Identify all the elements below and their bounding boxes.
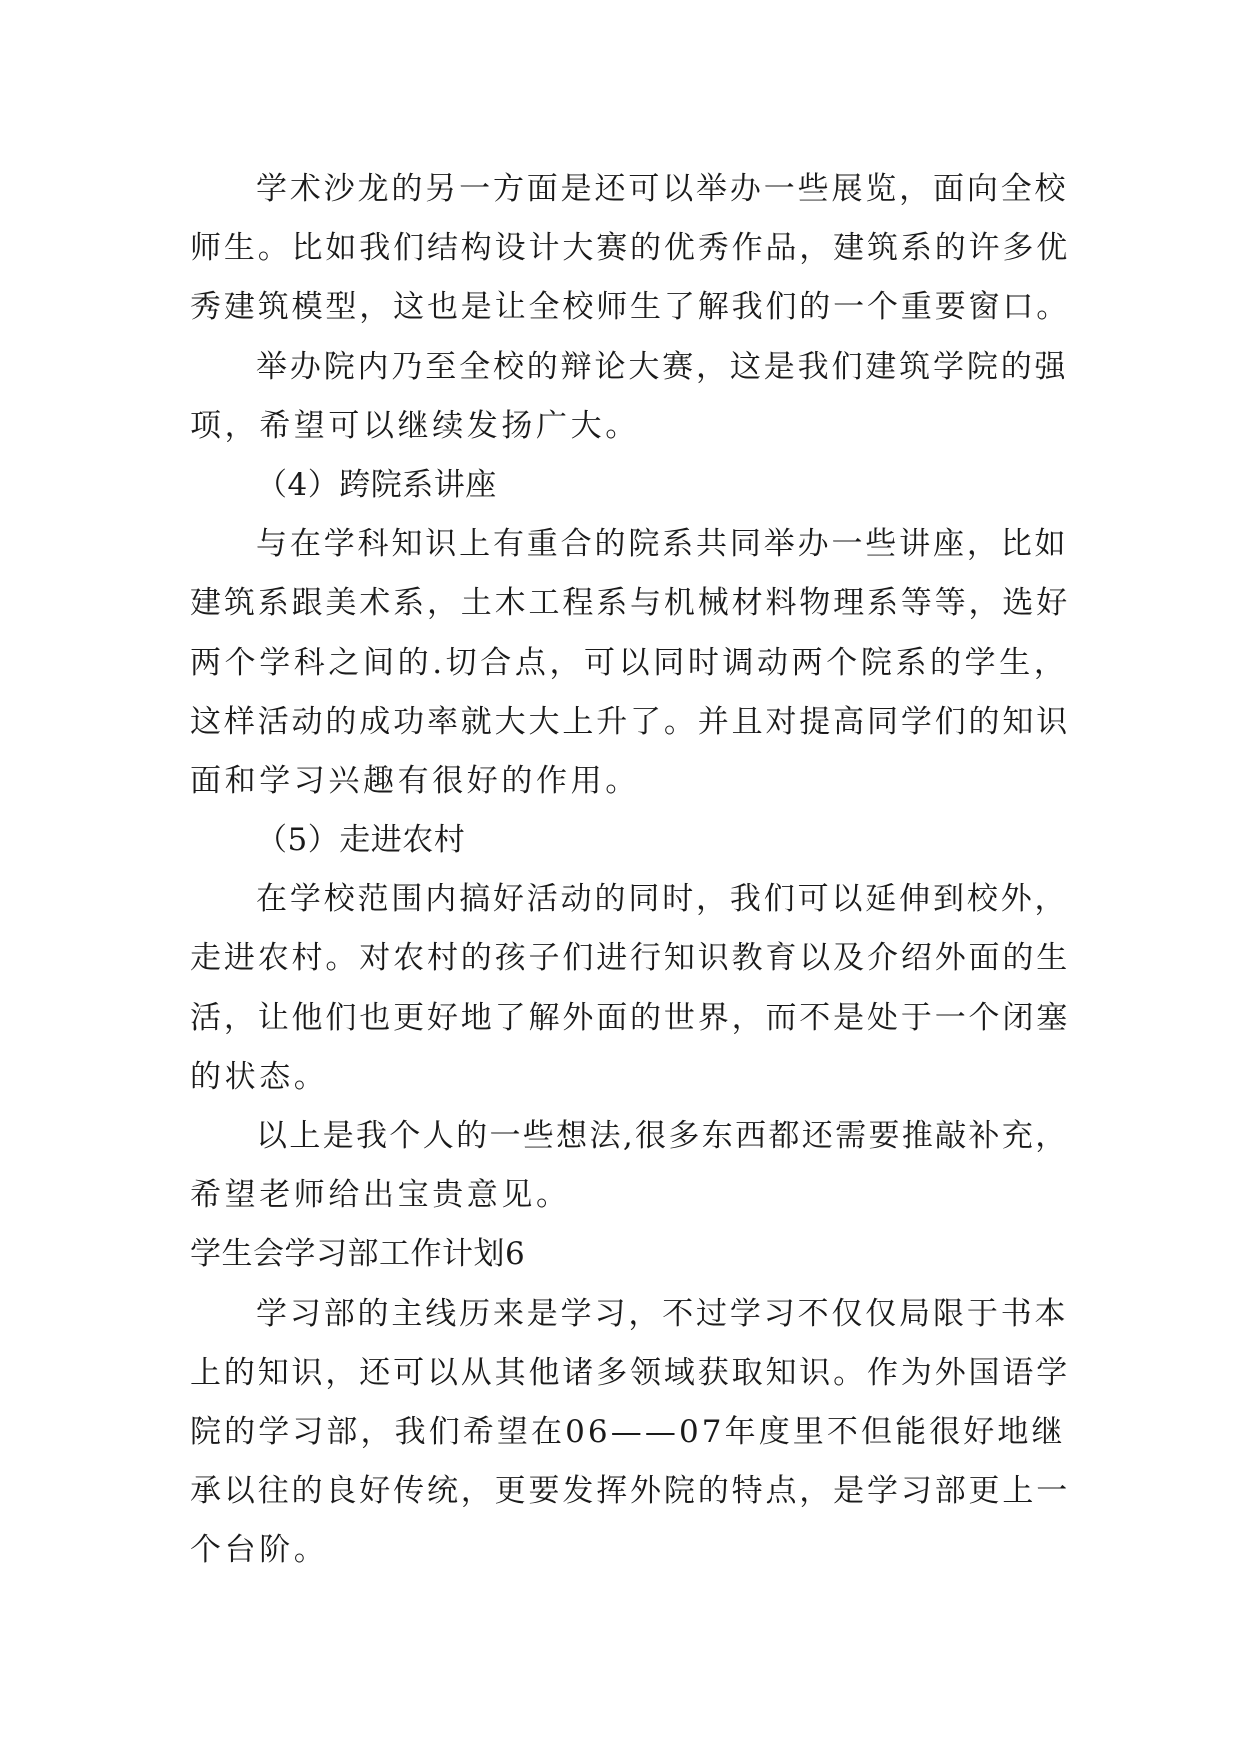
paragraph-line: 学术沙龙的另一方面是还可以举办一些展览，面向全校 (256, 171, 1069, 207)
paragraph-line: 走进农村。对农村的孩子们进行知识教育以及介绍外面的生 (190, 940, 1071, 977)
paragraph-line: 希望老师给出宝贵意见。 (190, 1177, 571, 1214)
paragraph-line: 学习部的主线历来是学习，不过学习不仅仅局限于书本 (256, 1295, 1069, 1332)
paragraph-line: 面和学习兴趣有很好的作用。 (190, 762, 640, 799)
paragraph-line: 建筑系跟美术系，土木工程系与机械材料物理系等等，选好 (190, 585, 1071, 622)
paragraph-line: 项，希望可以继续发扬广大。 (190, 407, 640, 444)
paragraph-line: 以上是我个人的一些想法,很多东西都还需要推敲补充， (256, 1118, 1069, 1154)
paragraph-line: 两个学科之间的.切合点，可以同时调动两个院系的学生， (190, 644, 1069, 681)
paragraph-line: 个台阶。 (190, 1532, 329, 1569)
paragraph-line: 这样活动的成功率就大大上升了。并且对提高同学们的知识 (190, 703, 1071, 740)
document-body (190, 160, 1070, 1581)
paragraph-line: 承以往的良好传统，更要发挥外院的特点，是学习部更上一 (190, 1473, 1071, 1510)
paragraph-line: 活，让他们也更好地了解外面的世界，而不是处于一个闭塞 (190, 999, 1071, 1036)
paragraph-line: 举办院内乃至全校的辩论大赛，这是我们建筑学院的强 (256, 348, 1069, 385)
paragraph-line: 的状态。 (190, 1058, 329, 1095)
paragraph-line: 秀建筑模型，这也是让全校师生了解我们的一个重要窗口。 (190, 289, 1071, 326)
paragraph-line: 师生。比如我们结构设计大赛的优秀作品，建筑系的许多优 (190, 230, 1071, 267)
paragraph-line: 与在学科知识上有重合的院系共同举办一些讲座，比如 (256, 526, 1069, 563)
paragraph-line: 院的学习部，我们希望在06——07年度里不但能很好地继 (190, 1413, 1066, 1450)
paragraph-line: 上的知识，还可以从其他诸多领域获取知识。作为外国语学 (190, 1354, 1071, 1391)
section-heading: （4）跨院系讲座 (256, 466, 497, 503)
paragraph-line: 在学校范围内搞好活动的同时，我们可以延伸到校外， (256, 881, 1069, 918)
document-title: 学生会学习部工作计划6 (190, 1236, 526, 1273)
section-heading: （5）走进农村 (256, 822, 466, 859)
